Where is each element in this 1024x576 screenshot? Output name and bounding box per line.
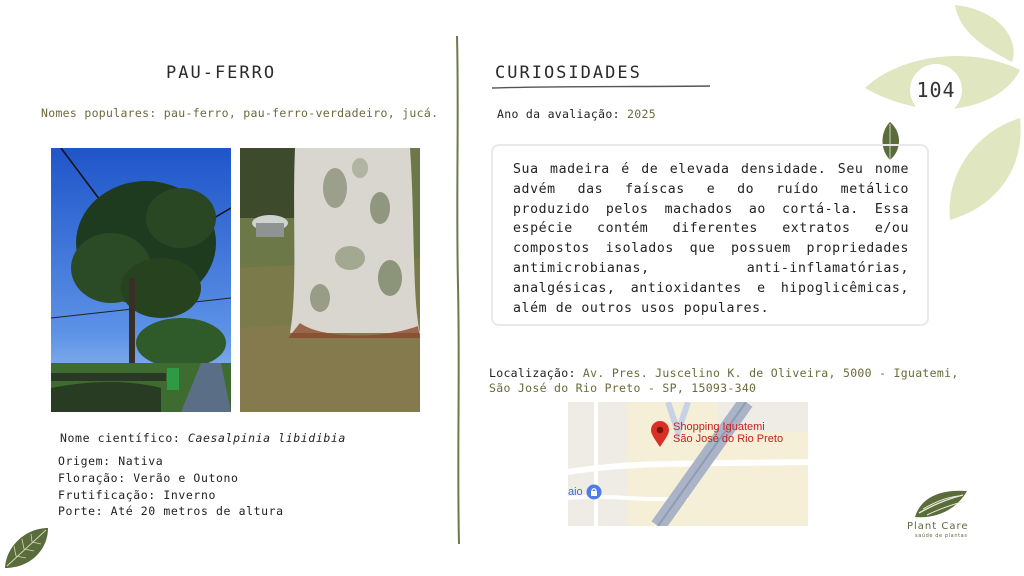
evaluation-year	[497, 107, 656, 121]
curiosity-box	[491, 144, 929, 326]
species-details	[58, 453, 284, 520]
scientific-name-line	[60, 431, 346, 445]
logo-name: Plant Care	[907, 521, 969, 532]
scientific-name: Caesalpinia libidibia	[187, 431, 346, 445]
shopping-bag-icon	[586, 484, 602, 500]
leaf-shape	[955, 5, 1014, 62]
logo-tagline: saúde de plantas	[915, 533, 968, 539]
vertical-divider	[452, 36, 464, 546]
decorative-leaf-bottom-left	[2, 524, 52, 572]
page-number-badge	[910, 64, 962, 116]
species-title: PAU-FERRO	[166, 63, 277, 83]
popular-names: Nomes populares: pau-ferro, pau-ferro-verdadeiro, jucá.	[41, 106, 439, 120]
curiosity-text: Sua madeira é de elevada densidade. Seu nome advém das faíscas e do ruído metálico produzido pelos machados ao cortá-la. Essa espécie contém diferentes extratos e/ou compostos isolados que possuem propriedades antimicrobianas, anti-inflamatórias, analgésicas, antioxidantes e hipoglicêmicas, além de outros usos populares.	[513, 162, 909, 316]
map-pin-icon	[650, 420, 670, 448]
evaluation-year-label: Ano da avaliação:	[497, 107, 620, 121]
plant-care-logo-icon	[913, 487, 969, 519]
tree-photo	[51, 148, 231, 412]
scientific-name-label: Nome científico:	[60, 431, 181, 445]
map-place-line2: São José do Rio Preto	[673, 433, 784, 445]
map-partial-label: aio	[568, 486, 583, 498]
map-place-line1: Shopping Iguatemi	[673, 421, 765, 433]
location	[489, 366, 975, 396]
trunk-photo	[240, 148, 420, 412]
map-place-label	[673, 421, 783, 445]
origin: Origem: Nativa	[58, 454, 164, 468]
location-label: Localização:	[489, 366, 576, 380]
size: Porte: Até 20 metros de altura	[58, 504, 284, 519]
title-underline	[492, 84, 712, 90]
flowering: Floração: Verão e Outono	[58, 470, 239, 485]
curiosities-title: CURIOSIDADES	[495, 63, 642, 83]
leaf-shape	[950, 118, 1021, 220]
location-address: Av. Pres. Juscelino K. de Oliveira, 5000 - Iguatemi, São José do Rio Preto - SP, 15093-340	[489, 366, 959, 395]
fruiting: Frutificação: Inverno	[58, 487, 216, 502]
location-map[interactable]	[568, 402, 808, 526]
page-number: 104	[916, 78, 956, 102]
evaluation-year-value: 2025	[627, 107, 656, 121]
